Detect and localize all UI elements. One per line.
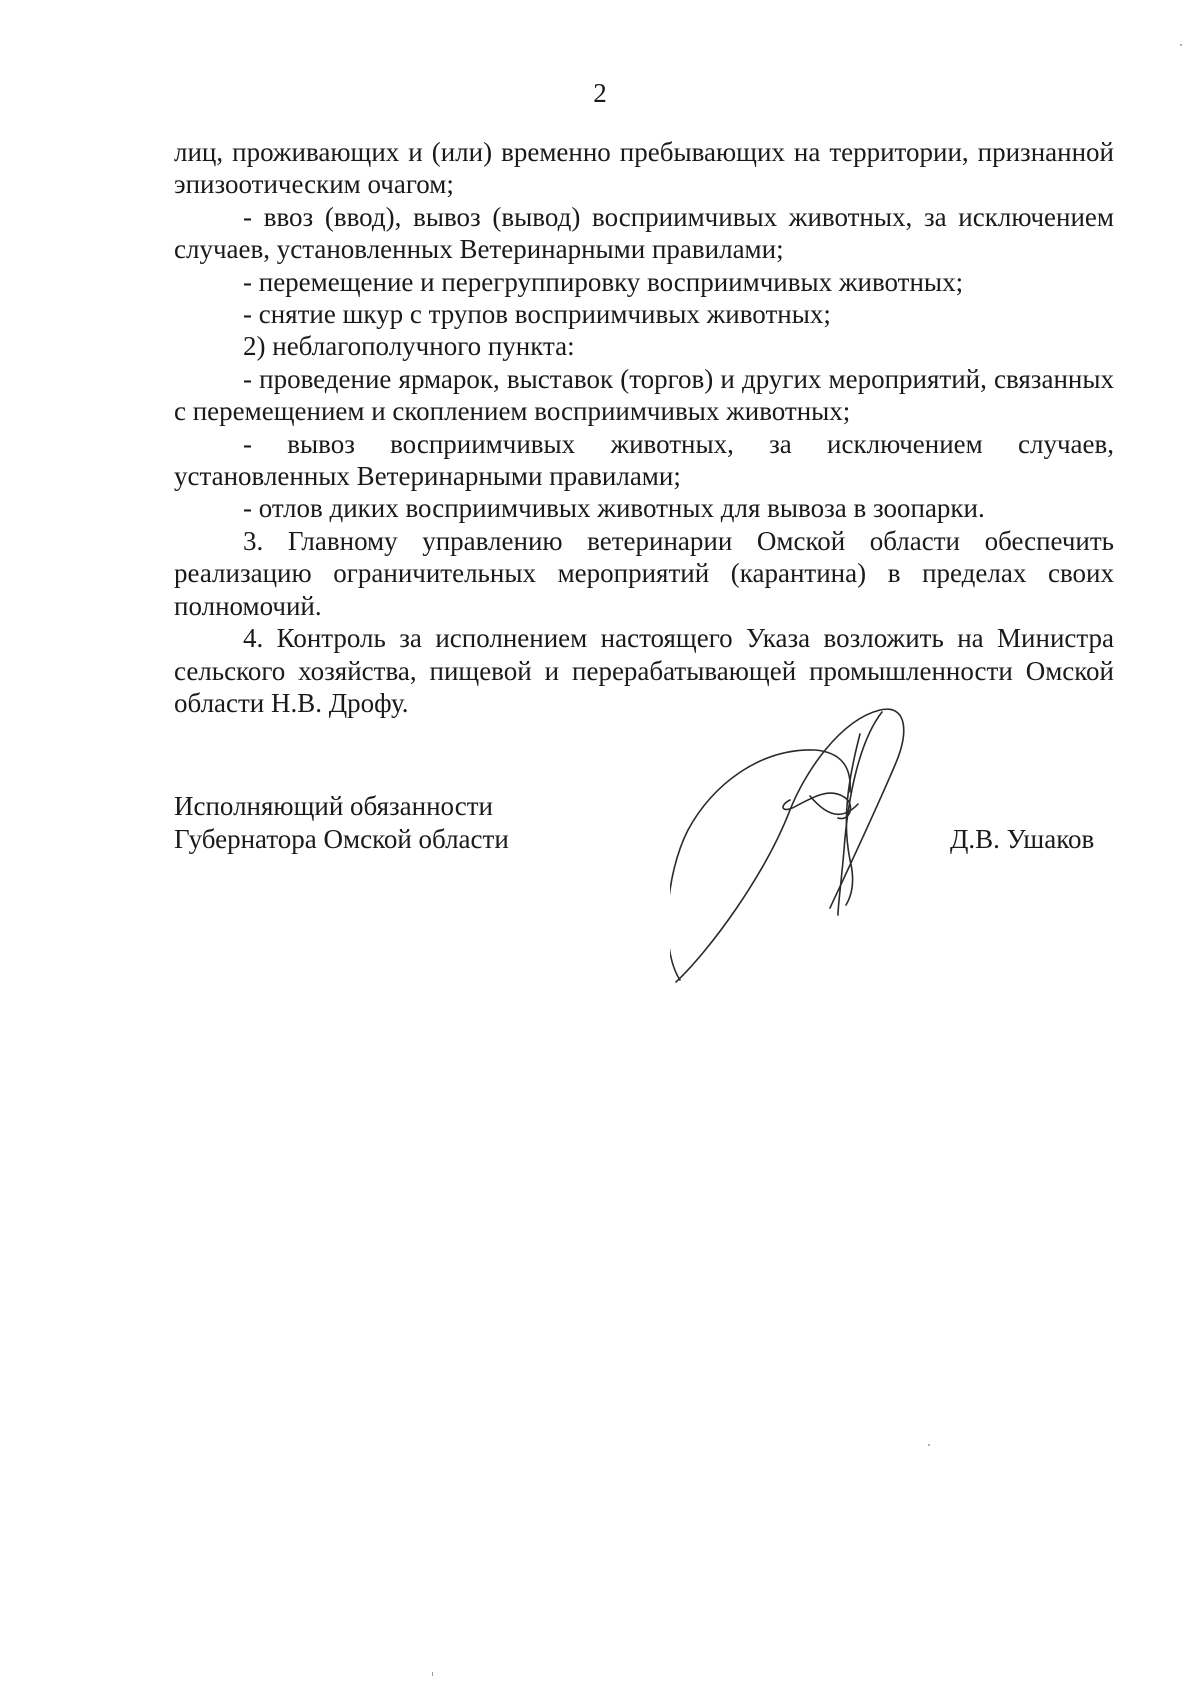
signatory-title-line: Губернатора Омской области	[174, 824, 509, 854]
paragraph: - проведение ярмарок, выставок (торгов) и других мероприятий, связанных с перемещением и скоплением восприимчивых животных;	[174, 363, 1114, 427]
paragraph: 3. Главному управлению ветеринарии Омской области обеспечить реализацию ограничительных мероприятий (карантина) в пределах своих полномочий.	[174, 525, 1114, 621]
signatory-title-line: Исполняющий обязанности	[174, 791, 493, 821]
paragraph: 2) неблагополучного пункта:	[243, 331, 575, 362]
decree-body	[174, 136, 1114, 719]
paragraph: - перемещение и перегруппировку восприимчивых животных;	[243, 266, 964, 297]
paragraph: - отлов диких восприимчивых животных для вывоза в зоопарки.	[243, 493, 985, 524]
scan-speck	[1180, 44, 1182, 46]
scan-speck	[432, 1672, 433, 1676]
paragraph: - снятие шкур с трупов восприимчивых животных;	[243, 299, 831, 330]
signatory-title	[174, 790, 509, 856]
paragraph: 4. Контроль за исполнением настоящего Указа возложить на Министра сельского хозяйства, пищевой и перерабатывающей промышленности Омской области Н.В. Дрофу.	[174, 623, 1114, 718]
paragraph: лиц, проживающих и (или) временно пребывающих на территории, признанной эпизоотическим очагом;	[174, 137, 1114, 200]
signatory-name: Д.В. Ушаков	[950, 824, 1095, 854]
scan-speck	[928, 1444, 930, 1446]
paragraph: - ввоз (ввод), вывоз (вывод) восприимчивых животных, за исключением случаев, установленных Ветеринарными правилами;	[174, 201, 1114, 265]
paragraph: - вывоз восприимчивых животных, за исключением случаев, установленных Ветеринарными правилами;	[174, 428, 1114, 492]
page-number: 2	[593, 78, 607, 108]
